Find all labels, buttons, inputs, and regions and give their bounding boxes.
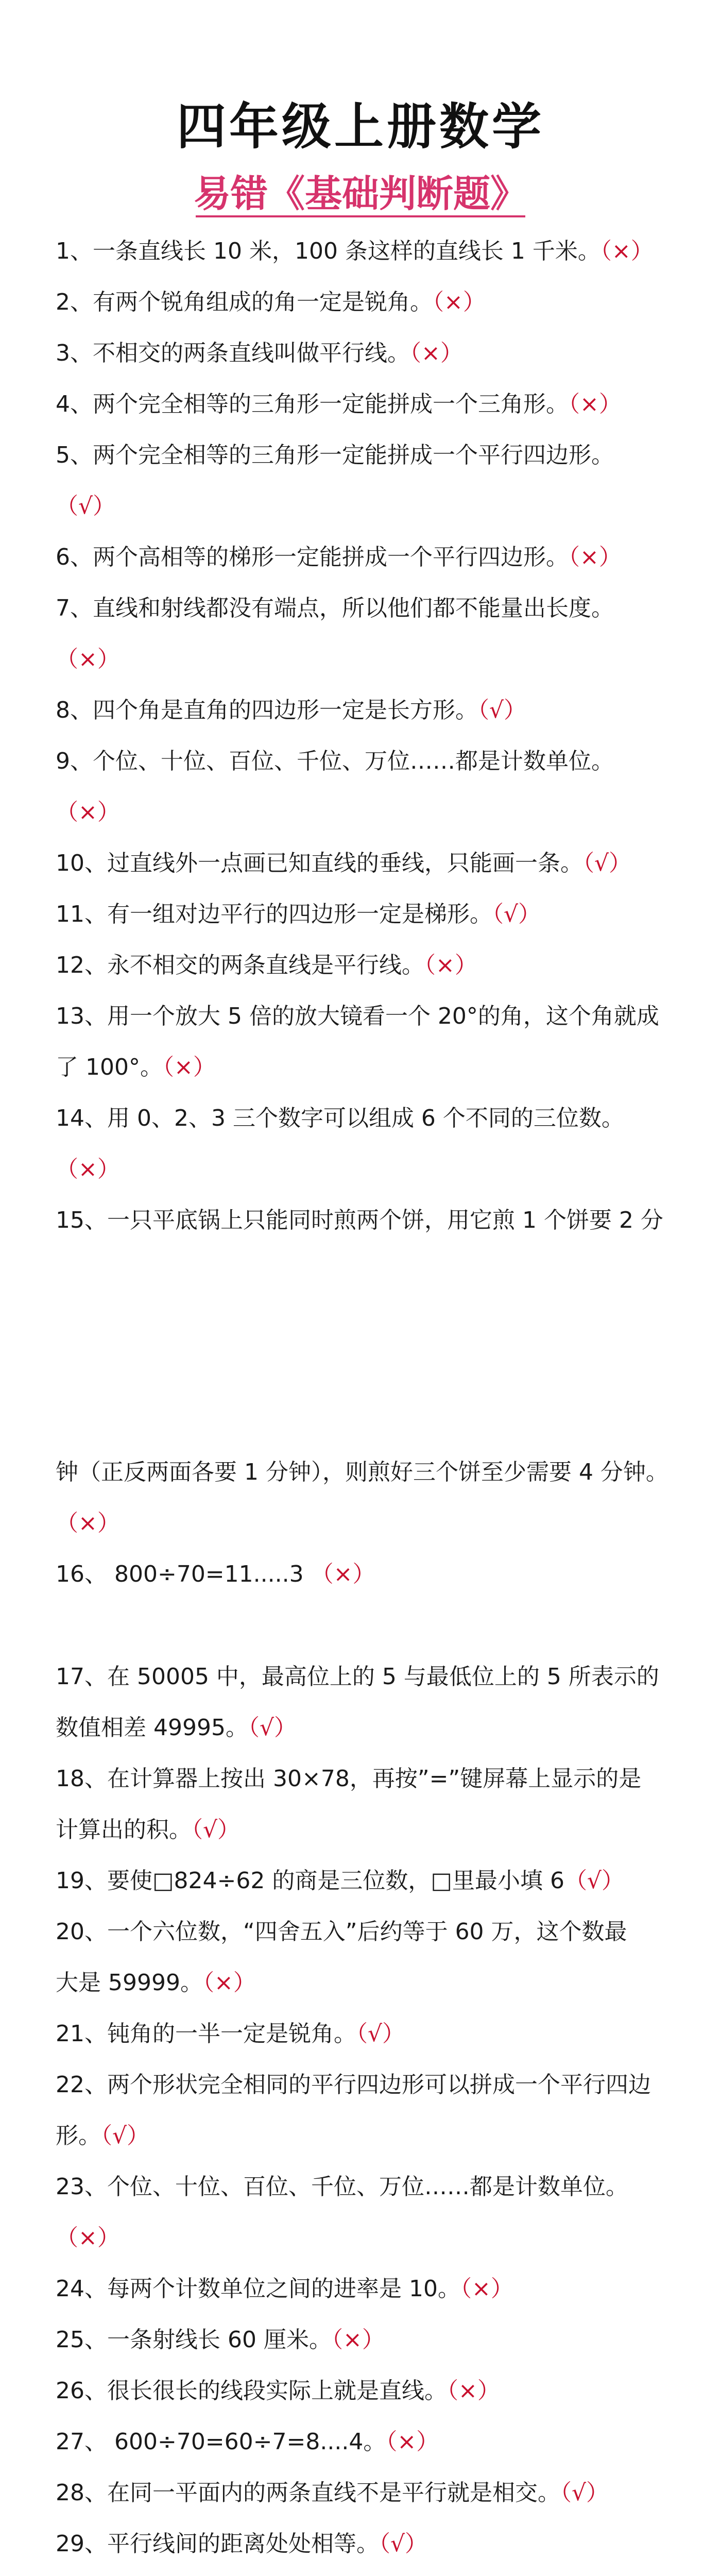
question-item <box>56 2161 689 2263</box>
question-line: 29、平行线间的距离处处相等。（√） <box>56 2531 428 2557</box>
check-mark-icon: （√） <box>478 697 527 723</box>
question-line: 10、过直线外一点画已知直线的垂线，只能画一条。（√） <box>56 850 632 876</box>
question-line: 22、两个形状完全相同的平行四边形可以拼成一个平行四边 <box>56 2072 651 2098</box>
wrong-mark-icon: （×） <box>460 2276 513 2302</box>
question-item <box>56 1855 689 1906</box>
wrong-mark-icon: （×） <box>331 2327 385 2353</box>
question-line <box>56 481 689 532</box>
question-line: 14、用 0、2、3 三个数字可以组成 6 个不同的三位数。 <box>56 1105 624 1131</box>
question-line: 2、有两个锐角组成的角一定是锐角。（×） <box>56 289 486 315</box>
question-line: 计算出的积。（√） <box>56 1817 241 1843</box>
wrong-mark-icon: （×） <box>569 391 622 417</box>
check-mark-icon: （√） <box>248 1715 297 1741</box>
question-line: 钟（正反两面各要 1 分钟），则煎好三个饼至少需要 4 分钟。 <box>56 1459 668 1485</box>
check-mark-icon: （√） <box>356 2021 405 2047</box>
question-item <box>56 1195 689 1246</box>
question-line: 27、 600÷70=60÷7=8....4。（×） <box>56 2429 439 2455</box>
question-item <box>56 940 689 991</box>
check-mark-icon: （√） <box>192 1817 241 1843</box>
question-item <box>56 328 689 379</box>
question-line: 形。（√） <box>56 2123 150 2149</box>
question-line <box>56 634 689 685</box>
question-line: 24、每两个计数单位之间的进率是 10。（×） <box>56 2276 513 2302</box>
check-mark-icon: （√） <box>56 493 116 519</box>
question-item <box>56 1906 689 2008</box>
question-item <box>56 2263 689 2314</box>
question-line <box>56 787 689 838</box>
question-line: 4、两个完全相等的三角形一定能拼成一个三角形。（×） <box>56 391 622 417</box>
wrong-mark-icon: （×） <box>386 2429 439 2455</box>
question-line: 15、一只平底锅上只能同时煎两个饼，用它煎 1 个饼要 2 分 <box>56 1207 663 1233</box>
question-item <box>56 889 689 940</box>
question-line: 7、直线和射线都没有端点，所以他们都不能量出长度。 <box>56 595 614 621</box>
question-item <box>56 1549 689 1600</box>
question-line: 1、一条直线长 10 米，100 条这样的直线长 1 千米。（×） <box>56 238 654 264</box>
question-line: 18、在计算器上按出 30×78，再按”=”键屏幕上显示的是 <box>56 1766 642 1792</box>
question-item <box>56 379 689 430</box>
question-line: 了 100°。（×） <box>56 1054 216 1080</box>
question-line: 大是 59999。（×） <box>56 1970 256 1996</box>
wrong-mark-icon: （×） <box>433 289 486 315</box>
question-line: 23、个位、十位、百位、千位、万位……都是计数单位。 <box>56 2174 628 2200</box>
wrong-mark-icon: （×） <box>56 1510 120 1536</box>
question-item <box>56 1447 689 1549</box>
check-mark-icon: （√） <box>583 850 632 876</box>
question-item <box>56 1651 689 1753</box>
question-line: 16、 800÷70=11.....3 （×） <box>56 1561 375 1587</box>
question-item <box>56 532 689 583</box>
question-item <box>56 583 689 685</box>
question-item <box>56 2569 689 2576</box>
blank-gap <box>56 1600 689 1651</box>
question-line: 26、很长很长的线段实际上就是直线。（×） <box>56 2378 500 2404</box>
wrong-mark-icon: （×） <box>600 238 654 264</box>
question-line <box>56 1498 689 1549</box>
question-item <box>56 2518 689 2569</box>
wrong-mark-icon: （×） <box>56 646 120 672</box>
wrong-mark-icon: （×） <box>569 544 622 570</box>
question-line <box>56 2212 689 2263</box>
wrong-mark-icon: （×） <box>56 2225 120 2251</box>
page-subtitle: 易错《基础判断题》 <box>193 172 527 215</box>
wrong-mark-icon: （×） <box>311 1561 375 1587</box>
question-item <box>56 2416 689 2467</box>
question-item <box>56 2008 689 2059</box>
question-item <box>56 2467 689 2518</box>
question-line: 11、有一组对边平行的四边形一定是梯形。（√） <box>56 901 541 927</box>
question-line: 13、用一个放大 5 倍的放大镜看一个 20°的角，这个角就成 <box>56 1003 659 1029</box>
question-item <box>56 1753 689 1855</box>
question-list <box>56 226 689 2576</box>
check-mark-icon: （√） <box>379 2531 428 2557</box>
question-line <box>56 1144 689 1195</box>
question-item <box>56 226 689 277</box>
question-line: 5、两个完全相等的三角形一定能拼成一个平行四边形。 <box>56 442 614 468</box>
blank-gap <box>56 1246 689 1447</box>
question-line: 8、四个角是直角的四边形一定是长方形。（√） <box>56 697 527 723</box>
question-line: 9、个位、十位、百位、千位、万位……都是计数单位。 <box>56 748 614 774</box>
question-line: 25、一条射线长 60 厘米。（×） <box>56 2327 385 2353</box>
question-item <box>56 2365 689 2416</box>
check-mark-icon: （√） <box>564 1868 624 1894</box>
question-item <box>56 2059 689 2161</box>
question-item <box>56 277 689 328</box>
question-line: 6、两个高相等的梯形一定能拼成一个平行四边形。（×） <box>56 544 622 570</box>
wrong-mark-icon: （×） <box>424 952 477 978</box>
wrong-mark-icon: （×） <box>56 1156 120 1182</box>
question-item <box>56 685 689 736</box>
question-line: 3、不相交的两条直线叫做平行线。（×） <box>56 340 463 366</box>
wrong-mark-icon: （×） <box>410 340 463 366</box>
subtitle-underline <box>196 215 525 217</box>
wrong-mark-icon: （×） <box>447 2378 500 2404</box>
question-line: 21、钝角的一半一定是锐角。（√） <box>56 2021 405 2047</box>
check-mark-icon: （√） <box>101 2123 150 2149</box>
question-item <box>56 838 689 889</box>
wrong-mark-icon: （×） <box>202 1970 256 1996</box>
question-item <box>56 1093 689 1195</box>
wrong-mark-icon: （×） <box>162 1054 216 1080</box>
question-item <box>56 430 689 532</box>
question-line: 17、在 50005 中，最高位上的 5 与最低位上的 5 所表示的 <box>56 1664 659 1690</box>
check-mark-icon: （√） <box>492 901 541 927</box>
question-line: 28、在同一平面内的两条直线不是平行就是相交。（√） <box>56 2480 609 2506</box>
question-line: 数值相差 49995。（√） <box>56 1715 297 1741</box>
question-line: 19、要使□824÷62 的商是三位数，□里最小填 6（√） <box>56 1868 624 1894</box>
question-item <box>56 736 689 838</box>
question-line: 20、一个六位数，“四舍五入”后约等于 60 万，这个数最 <box>56 1919 627 1945</box>
question-line <box>56 2569 689 2576</box>
wrong-mark-icon: （×） <box>56 799 120 825</box>
page-title: 四年级上册数学 <box>177 98 544 156</box>
question-line: 12、永不相交的两条直线是平行线。（×） <box>56 952 477 978</box>
check-mark-icon: （√） <box>560 2480 609 2506</box>
question-item <box>56 991 689 1093</box>
question-item <box>56 2314 689 2365</box>
